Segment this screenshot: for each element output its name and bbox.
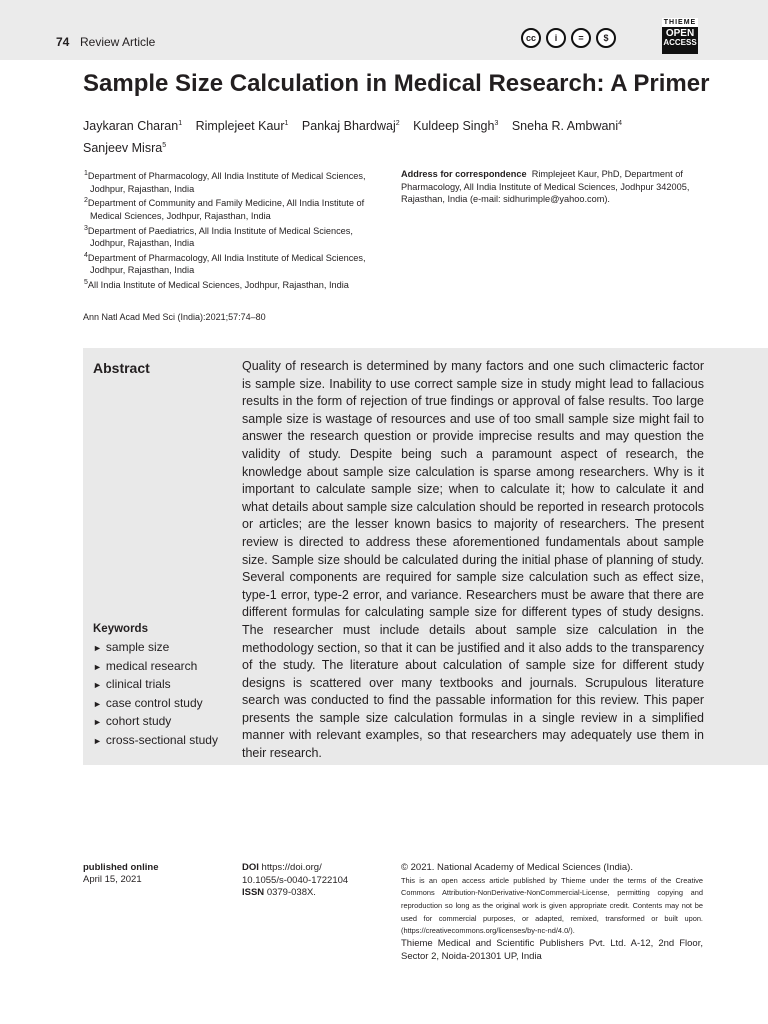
affiliation (84, 250, 384, 277)
author-affiliation-mark: 1 (178, 120, 183, 127)
section-label: Review Article (80, 35, 156, 49)
keyword-marker: ► (93, 680, 102, 691)
affiliation-mark: 4 (84, 251, 88, 259)
author-affiliation-mark: 5 (162, 142, 167, 150)
published-label: published online (83, 862, 159, 873)
correspondence-label: Address for correspondence (401, 169, 527, 179)
copyright-block (401, 862, 703, 963)
author-affiliation-mark: 1 (284, 120, 289, 127)
affiliation (84, 223, 384, 250)
keyword-text: clinical trials (105, 677, 171, 692)
by-icon: i (546, 28, 566, 48)
license-icons (521, 28, 616, 48)
affiliation (84, 277, 384, 292)
author-name: Sneha R. Ambwani (511, 119, 619, 134)
affiliations (84, 168, 384, 292)
author-list (83, 114, 683, 158)
keyword-text: cohort study (105, 714, 172, 729)
logo-line-3: ACCESS (663, 38, 697, 47)
doi-value: 10.1055/s-0040-1722104 (242, 874, 349, 886)
keyword-marker: ► (93, 643, 102, 653)
affiliation-mark: 2 (84, 197, 88, 205)
keyword-marker: ► (93, 735, 102, 746)
author-name: Jaykaran Charan (83, 119, 179, 134)
affiliation (84, 168, 384, 195)
keyword-text: case control study (105, 695, 203, 710)
affiliation-text: Department of Pharmacology, All India Institute of Medical Sciences, Jodhpur, Rajasthan, India (87, 171, 366, 194)
copyright-line: © 2021. National Academy of Medical Sciences (India). (401, 862, 633, 873)
affiliation-mark: 5 (84, 279, 88, 286)
author-affiliation-mark: 4 (618, 120, 623, 127)
abstract-text: Quality of research is determined by many factors and one such climacteric factor is sample size. Inability to use correct sample size in study might lead to fallacious results in the form of rejection of true findings or approval of false results. Too large sample size is wastage of resources and use of too small sample size might fail to answer the research question or provide imprecise results and may question the validity of study. Despite being such a paramount aspect of research, the knowledge about sample size calculation is sparse among researchers. Why is it important to calculate sample size; when to calculate it; how to calculate it and what details about sample size calculation should be reported in research protocols or articles; are the lesser known basics to majority of researchers. The present review is directed to address these aforementioned fundamentals about sample size. Sample size should be calculated during the initial phase of planning of study. Several components are required for sample size calculation such as effect size, type-1 error, type-2 error, and variance. Researchers must be aware that there are different formulas for calculating sample size for different types of study designs. The researcher must include details about sample size calculation in the methodology section, so that it can be justified and it also adds to the transparency of the study. The literature about calculation of sample size for different study designs is scattered over many textbooks and journals. Scrupulous literature search was conducted to find the passable information for this review. This paper presents the sample size calculation formulas in a single review in a simplified manner with relevant examples, so that researchers may adequately use them in their research. (242, 359, 704, 761)
nd-icon: = (571, 28, 591, 48)
doi-block (242, 862, 348, 900)
keyword-marker: ► (93, 698, 102, 709)
affiliation (84, 195, 384, 222)
published-date: April 15, 2021 (83, 874, 142, 885)
keyword-text: cross-sectional study (105, 732, 218, 747)
affiliation-text: Department of Paediatrics, All India Institute of Medical Sciences, Jodhpur, Rajasthan, India (87, 225, 353, 249)
doi-label: DOI (242, 862, 259, 873)
author-name: Kuldeep Singh (413, 119, 495, 134)
keyword-marker: ► (93, 661, 102, 672)
abstract-heading: Abstract (93, 360, 150, 376)
cc-icon: cc (521, 28, 541, 48)
correspondence (401, 168, 701, 206)
issn-label: ISSN (242, 887, 265, 898)
doi-line (242, 862, 348, 875)
page-header (0, 0, 768, 60)
license-text: This is an open access article published by Thieme under the terms of the Creative Commons Attribution-NonDerivative-NonCommercial-License, permitting copying and reproduction so long as the original work is given appropriate credit. Contents may not be used for commercial purposes, or adapted, remixed, transformed or built upon. (https://creativecommons.org/licenses/by-nc-nd/4.0/). (401, 875, 703, 936)
author-name: Rimplejeet Kaur (195, 119, 285, 134)
author (302, 119, 400, 133)
author (196, 119, 289, 133)
keyword-item (93, 676, 218, 695)
author-name: Pankaj Bhardwaj (301, 119, 396, 134)
affiliation-text: All India Institute of Medical Sciences, Jodhpur, Rajasthan, India (87, 280, 349, 291)
keyword-item (93, 658, 218, 677)
keyword-item (93, 732, 218, 751)
keyword-list (93, 639, 218, 751)
issn-line (242, 887, 348, 900)
author (83, 141, 166, 155)
correspondence-text: Rimplejeet Kaur, PhD, Department of Pharmacology, All India Institute of Medical Sciences, Jodhpur 342005, Rajasthan, India (e-mail: sidhurimple@yahoo.com). (401, 169, 690, 205)
logo-line-2: OPEN (665, 28, 695, 39)
author-affiliation-mark: 2 (395, 120, 400, 127)
logo-line-1: THIEME (663, 19, 697, 26)
abstract-section (83, 348, 768, 765)
page-number: 74 (56, 35, 70, 49)
keyword-text: medical research (105, 658, 198, 673)
affiliation-text: Department of Community and Family Medicine, All India Institute of Medical Sciences, Jodhpur, Rajasthan, India (87, 198, 365, 221)
author (83, 119, 182, 133)
keyword-item (93, 713, 218, 732)
keyword-text: sample size (105, 640, 170, 654)
author-affiliation-mark: 3 (494, 120, 499, 127)
affiliation-mark: 1 (84, 170, 88, 177)
citation: Ann Natl Acad Med Sci (India):2021;57:74–80 (83, 312, 266, 322)
issn-value: 0379-038X. (266, 887, 316, 898)
author (512, 119, 622, 133)
keyword-marker: ► (93, 717, 102, 728)
author-name: Sanjeev Misra (83, 141, 163, 156)
keywords-heading: Keywords (93, 623, 148, 635)
affiliation-mark: 3 (84, 224, 88, 232)
nc-icon: $ (596, 28, 616, 48)
author (413, 119, 498, 133)
keyword-item (93, 639, 218, 658)
doi-link[interactable]: https://doi.org/ (261, 862, 322, 873)
open-access-logo (662, 18, 698, 54)
keyword-item (93, 695, 218, 714)
publisher-address: Thieme Medical and Scientific Publishers Pvt. Ltd. A-12, 2nd Floor, Sector 2, Noida-201301 UP, India (401, 938, 703, 962)
article-title: Sample Size Calculation in Medical Research: A Primer (83, 70, 710, 97)
affiliation-text: Department of Pharmacology, All India Institute of Medical Sciences, Jodhpur, Rajasthan, India (87, 252, 366, 276)
